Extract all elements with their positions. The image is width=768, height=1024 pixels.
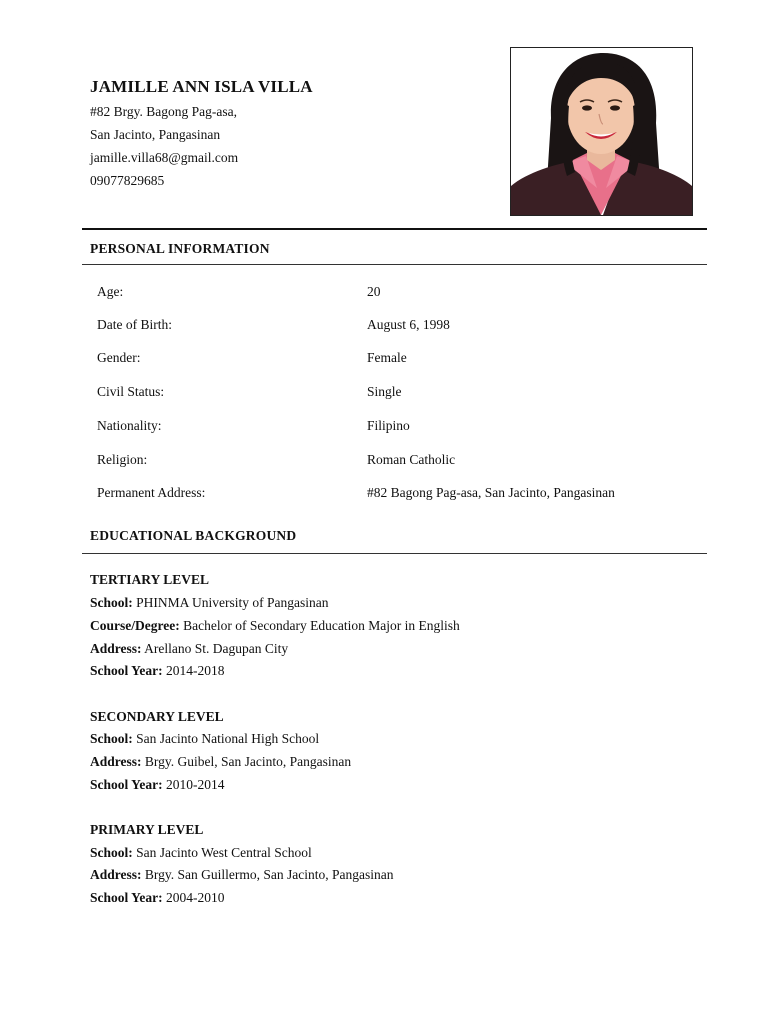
tertiary-school-line <box>90 595 329 611</box>
secondary-address-line <box>90 754 351 770</box>
religion-label: Religion: <box>97 452 148 467</box>
secondary-school-line <box>90 731 319 747</box>
phone-text: 09077829685 <box>90 173 165 188</box>
tertiary-year-value: 2014-2018 <box>166 663 225 678</box>
secondary-year-line <box>90 777 225 793</box>
dob-value: August 6, 1998 <box>367 317 450 332</box>
permanent-address-label: Permanent Address: <box>97 485 206 500</box>
address-line-1: #82 Brgy. Bagong Pag-asa, <box>90 104 237 119</box>
primary-address-line <box>90 867 394 883</box>
primary-year-value: 2004-2010 <box>166 890 225 905</box>
tertiary-address-line <box>90 641 288 657</box>
dob-label: Date of Birth: <box>97 317 172 332</box>
civil-status-label: Civil Status: <box>97 384 165 399</box>
primary-school-line <box>90 845 312 861</box>
address-label: Address: <box>90 754 142 769</box>
tertiary-year-line <box>90 663 225 679</box>
school-year-label: School Year: <box>90 777 163 792</box>
civil-status-value: Single <box>367 384 402 399</box>
secondary-school-value: San Jacinto National High School <box>136 731 320 746</box>
school-year-label: School Year: <box>90 890 163 905</box>
personal-info-heading: PERSONAL INFORMATION <box>90 241 270 256</box>
education-divider <box>82 553 707 554</box>
tertiary-school-value: PHINMA University of Pangasinan <box>136 595 329 610</box>
secondary-level-heading: SECONDARY LEVEL <box>90 709 224 724</box>
school-label: School: <box>90 731 133 746</box>
primary-school-value: San Jacinto West Central School <box>136 845 312 860</box>
tertiary-course-value: Bachelor of Secondary Education Major in English <box>183 618 460 633</box>
religion-value: Roman Catholic <box>367 452 456 467</box>
nationality-value: Filipino <box>367 418 410 433</box>
tertiary-level-heading: TERTIARY LEVEL <box>90 572 209 587</box>
education-heading: EDUCATIONAL BACKGROUND <box>90 528 297 543</box>
profile-photo <box>510 47 693 216</box>
header-divider <box>82 228 707 230</box>
secondary-address-value: Brgy. Guibel, San Jacinto, Pangasinan <box>144 754 352 769</box>
email-text: jamille.villa68@gmail.com <box>90 150 239 165</box>
course-label: Course/Degree: <box>90 618 180 633</box>
applicant-name: JAMILLE ANN ISLA VILLA <box>90 77 313 96</box>
gender-value: Female <box>367 350 407 365</box>
tertiary-address-value: Arellano St. Dagupan City <box>144 641 289 656</box>
personal-info-divider <box>82 264 707 265</box>
age-value: 20 <box>367 284 381 299</box>
school-label: School: <box>90 845 133 860</box>
school-label: School: <box>90 595 133 610</box>
address-line-2: San Jacinto, Pangasinan <box>90 127 221 142</box>
permanent-address-value: #82 Bagong Pag-asa, San Jacinto, Pangasinan <box>367 485 615 500</box>
secondary-year-value: 2010-2014 <box>166 777 225 792</box>
portrait-illustration <box>511 48 692 215</box>
primary-level-heading: PRIMARY LEVEL <box>90 822 204 837</box>
tertiary-course-line <box>90 618 460 634</box>
age-label: Age: <box>97 284 124 299</box>
primary-year-line <box>90 890 225 906</box>
address-label: Address: <box>90 641 142 656</box>
address-label: Address: <box>90 867 142 882</box>
nationality-label: Nationality: <box>97 418 162 433</box>
school-year-label: School Year: <box>90 663 163 678</box>
primary-address-value: Brgy. San Guillermo, San Jacinto, Pangasinan <box>144 867 394 882</box>
gender-label: Gender: <box>97 350 141 365</box>
